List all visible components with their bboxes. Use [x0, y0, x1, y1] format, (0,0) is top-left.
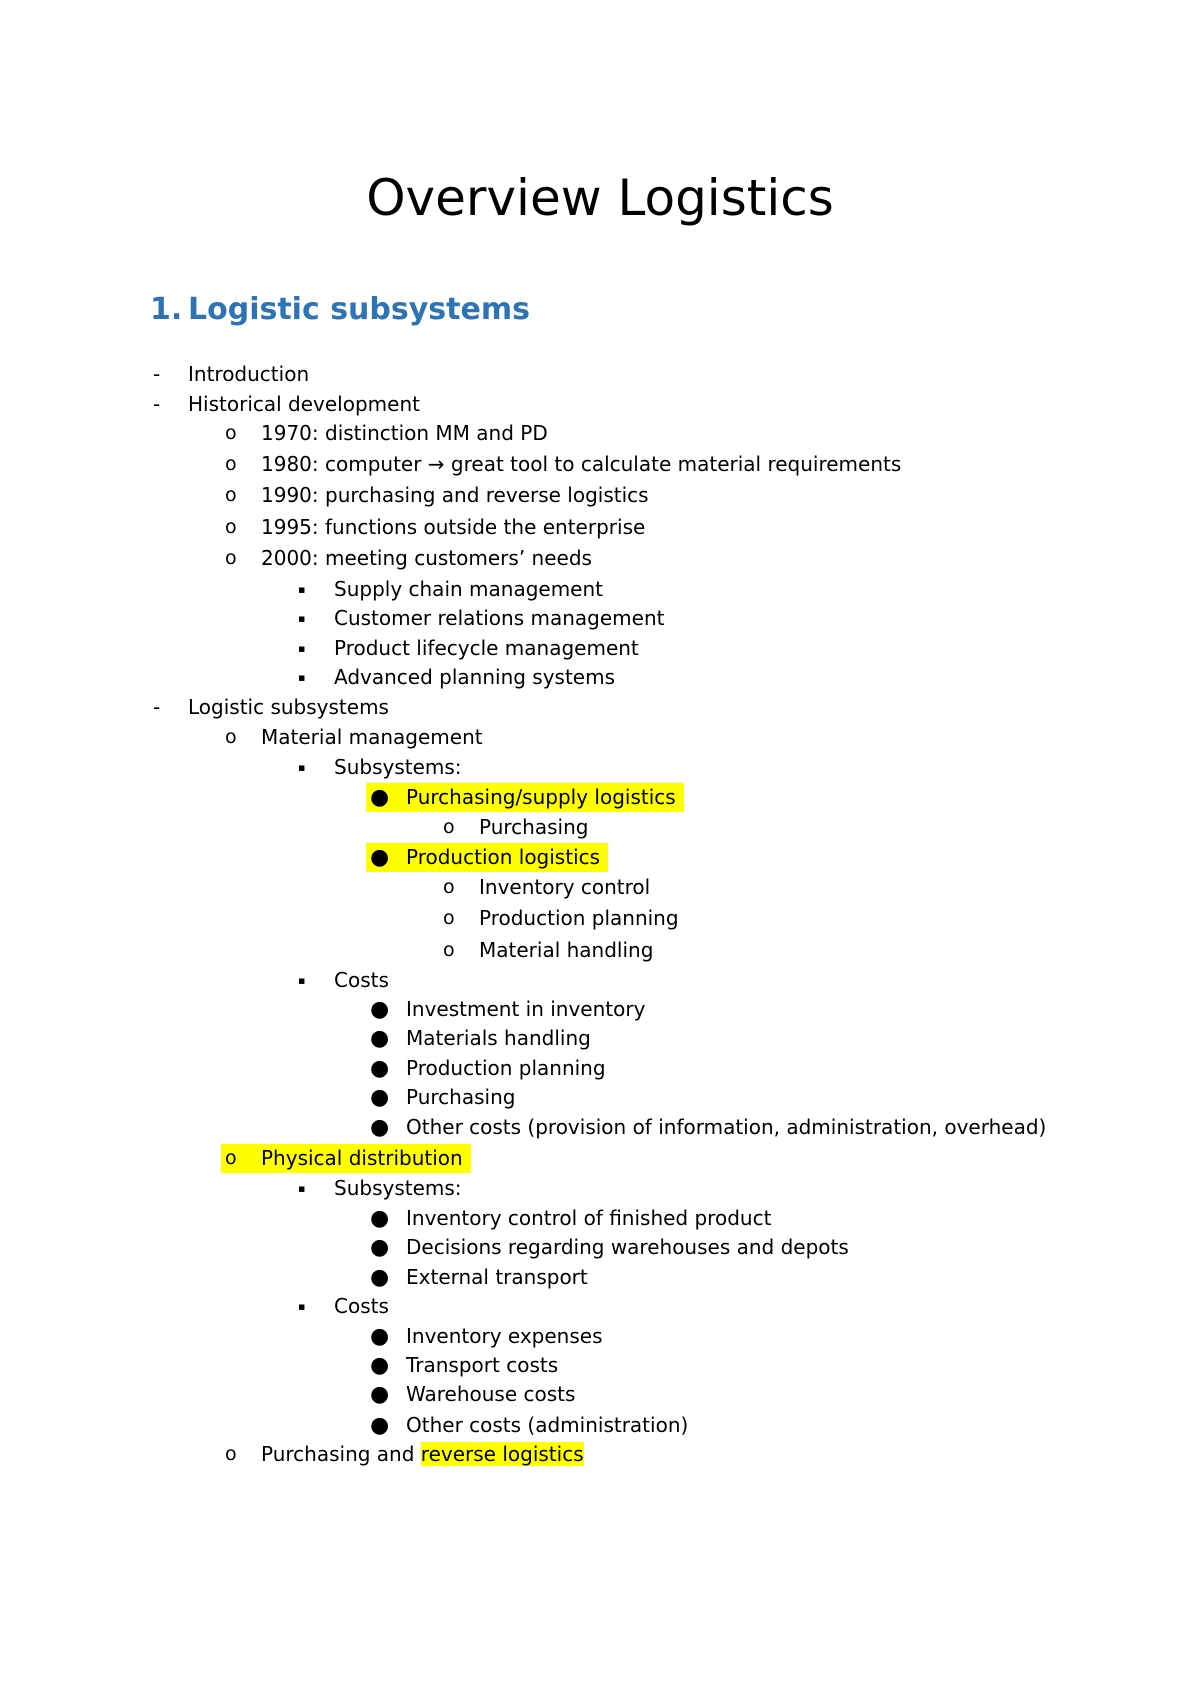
list-item-label: Supply chain management [334, 577, 604, 601]
list-bullet-icon: ● [370, 785, 390, 810]
list-bullet-icon: o [225, 516, 237, 538]
list-bullet-icon: o [225, 1147, 237, 1169]
list-bullet-icon: ▪ [298, 583, 306, 596]
list-bullet-icon: o [225, 1443, 237, 1465]
list-bullet-icon: ● [370, 1115, 390, 1140]
list-item-label: 1995: functions outside the enterprise [261, 515, 646, 539]
list-item-label: 1970: distinction MM and PD [261, 421, 548, 445]
list-item-label: Purchasing [406, 1085, 516, 1109]
list-item-label: Production planning [406, 1056, 606, 1080]
list-item-text [334, 1292, 389, 1321]
list-item [0, 575, 1200, 604]
list-bullet-icon: o [225, 453, 237, 475]
list-bullet-icon: o [443, 816, 455, 838]
list-item-text [261, 481, 649, 510]
list-item-text [406, 995, 645, 1024]
list-item-label: Purchasing and [261, 1442, 421, 1466]
list-item-text [406, 843, 600, 872]
list-bullet-icon: ▪ [298, 1300, 306, 1313]
list-item-text [479, 873, 650, 902]
list-item-text [406, 1204, 771, 1233]
list-item-text [406, 1322, 603, 1351]
list-item-label: Material handling [479, 938, 654, 962]
list-item-label: Subsystems: [334, 1176, 462, 1200]
list-item-label: Materials handling [406, 1026, 591, 1050]
list-item-label: Product lifecycle management [334, 636, 639, 660]
list-item-text [261, 1144, 463, 1173]
list-item [0, 1411, 1200, 1440]
list-item [0, 419, 1200, 448]
list-item [0, 995, 1200, 1024]
list-item-text [261, 723, 483, 752]
list-item-text [261, 1440, 584, 1469]
list-item-label: Decisions regarding warehouses and depots [406, 1235, 849, 1259]
list-item [0, 1054, 1200, 1083]
section-number: 1. [150, 292, 183, 327]
list-item [0, 936, 1200, 965]
highlighted-text: reverse logistics [420, 1442, 584, 1466]
list-item [0, 1174, 1200, 1203]
list-bullet-icon: ● [370, 1324, 390, 1349]
list-bullet-icon: o [443, 876, 455, 898]
list-bullet-icon: ● [370, 1026, 390, 1051]
list-item [0, 1440, 1200, 1469]
list-item-label: 1990: purchasing and reverse logistics [261, 483, 649, 507]
list-item [0, 544, 1200, 573]
list-item-text [406, 1380, 575, 1409]
list-item-label: Transport costs [406, 1353, 559, 1377]
list-item [0, 1113, 1200, 1142]
list-item-label: Costs [334, 1294, 389, 1318]
list-item-label: 1980: computer → great tool to calculate material requirements [261, 452, 902, 476]
list-bullet-icon: ▪ [298, 761, 306, 774]
list-item-text [261, 544, 592, 573]
list-bullet-icon: ▪ [298, 671, 306, 684]
list-bullet-icon: ▪ [298, 612, 306, 625]
list-bullet-icon: o [443, 939, 455, 961]
list-bullet-icon: ● [370, 1353, 390, 1378]
list-item-text [406, 1233, 849, 1262]
list-item [0, 753, 1200, 782]
list-item [0, 450, 1200, 479]
list-item-label: Subsystems: [334, 755, 462, 779]
list-bullet-icon: ● [370, 1382, 390, 1407]
list-item-label: Inventory control [479, 875, 651, 899]
list-item-label: Historical development [188, 392, 420, 416]
list-item [0, 813, 1200, 842]
list-item-text [188, 693, 389, 722]
list-bullet-icon: - [153, 695, 161, 719]
list-item [0, 1024, 1200, 1053]
list-item-label: Physical distribution [261, 1146, 463, 1170]
document-title: Overview Logistics [366, 169, 834, 227]
list-item-label: Advanced planning systems [334, 665, 616, 689]
list-bullet-icon: ▪ [298, 1182, 306, 1195]
list-item-text [261, 450, 901, 479]
list-item-text [406, 1024, 591, 1053]
list-item-text [334, 575, 603, 604]
list-bullet-icon: ▪ [298, 642, 306, 655]
list-bullet-icon: o [225, 422, 237, 444]
list-item-text [334, 753, 462, 782]
list-item [0, 513, 1200, 542]
list-bullet-icon: ▪ [298, 974, 306, 987]
list-bullet-icon: o [225, 726, 237, 748]
list-item [0, 390, 1200, 419]
list-item-text [479, 904, 679, 933]
list-item-text [406, 1054, 606, 1083]
list-bullet-icon: - [153, 392, 161, 416]
list-item-label: External transport [406, 1265, 588, 1289]
list-item-label: Production logistics [406, 845, 601, 869]
list-item-text [406, 1411, 688, 1440]
list-item-text [406, 1083, 515, 1112]
list-item-label: Purchasing [479, 815, 589, 839]
list-bullet-icon: ● [370, 845, 390, 870]
list-item [0, 481, 1200, 510]
section-title: Logistic subsystems [188, 292, 530, 327]
list-item-label: Purchasing/supply logistics [406, 785, 676, 809]
list-item [0, 723, 1200, 752]
list-item-text [188, 390, 420, 419]
list-item-label: Introduction [188, 362, 310, 386]
list-item [0, 1380, 1200, 1409]
list-item [0, 1204, 1200, 1233]
list-item-text [406, 1351, 558, 1380]
list-item-text [406, 1113, 1046, 1142]
list-item [0, 966, 1200, 995]
list-bullet-icon: ● [370, 997, 390, 1022]
list-item [0, 843, 1200, 872]
list-item [0, 1233, 1200, 1262]
list-item-text [334, 663, 615, 692]
list-item [0, 1144, 1200, 1173]
list-item-label: Production planning [479, 906, 679, 930]
list-bullet-icon: o [443, 907, 455, 929]
list-item-text [261, 419, 548, 448]
list-item [0, 1351, 1200, 1380]
list-bullet-icon: ● [370, 1085, 390, 1110]
list-item [0, 783, 1200, 812]
list-item [0, 1322, 1200, 1351]
list-item [0, 693, 1200, 722]
list-item-text [334, 1174, 462, 1203]
list-bullet-icon: ● [370, 1235, 390, 1260]
list-item-label: Warehouse costs [406, 1382, 576, 1406]
list-item [0, 663, 1200, 692]
list-item [0, 1263, 1200, 1292]
list-item-text [334, 604, 664, 633]
list-item-label: Inventory control of finished product [406, 1206, 772, 1230]
list-item [0, 360, 1200, 389]
list-item-label: 2000: meeting customers’ needs [261, 546, 592, 570]
list-bullet-icon: ● [370, 1206, 390, 1231]
list-item [0, 604, 1200, 633]
list-item-label: Other costs (administration) [406, 1413, 689, 1437]
list-item-label: Inventory expenses [406, 1324, 603, 1348]
list-item [0, 1292, 1200, 1321]
list-item-text [334, 966, 389, 995]
list-item-text [334, 634, 639, 663]
list-item-text [261, 513, 645, 542]
list-item-label: Costs [334, 968, 389, 992]
list-item-text [406, 783, 676, 812]
list-item [0, 1083, 1200, 1112]
list-item-label: Material management [261, 725, 483, 749]
list-item-text [479, 813, 588, 842]
list-bullet-icon: - [153, 362, 161, 386]
list-item-label: Other costs (provision of information, administration, overhead) [406, 1115, 1047, 1139]
list-item-text [406, 1263, 588, 1292]
list-item [0, 634, 1200, 663]
list-item-label: Customer relations management [334, 606, 665, 630]
list-bullet-icon: ● [370, 1265, 390, 1290]
list-bullet-icon: ● [370, 1056, 390, 1081]
list-bullet-icon: o [225, 547, 237, 569]
list-item [0, 873, 1200, 902]
list-item-label: Investment in inventory [406, 997, 646, 1021]
list-bullet-icon: o [225, 484, 237, 506]
list-bullet-icon: ● [370, 1413, 390, 1438]
list-item-text [479, 936, 653, 965]
list-item [0, 904, 1200, 933]
list-item-text [188, 360, 309, 389]
list-item-label: Logistic subsystems [188, 695, 389, 719]
